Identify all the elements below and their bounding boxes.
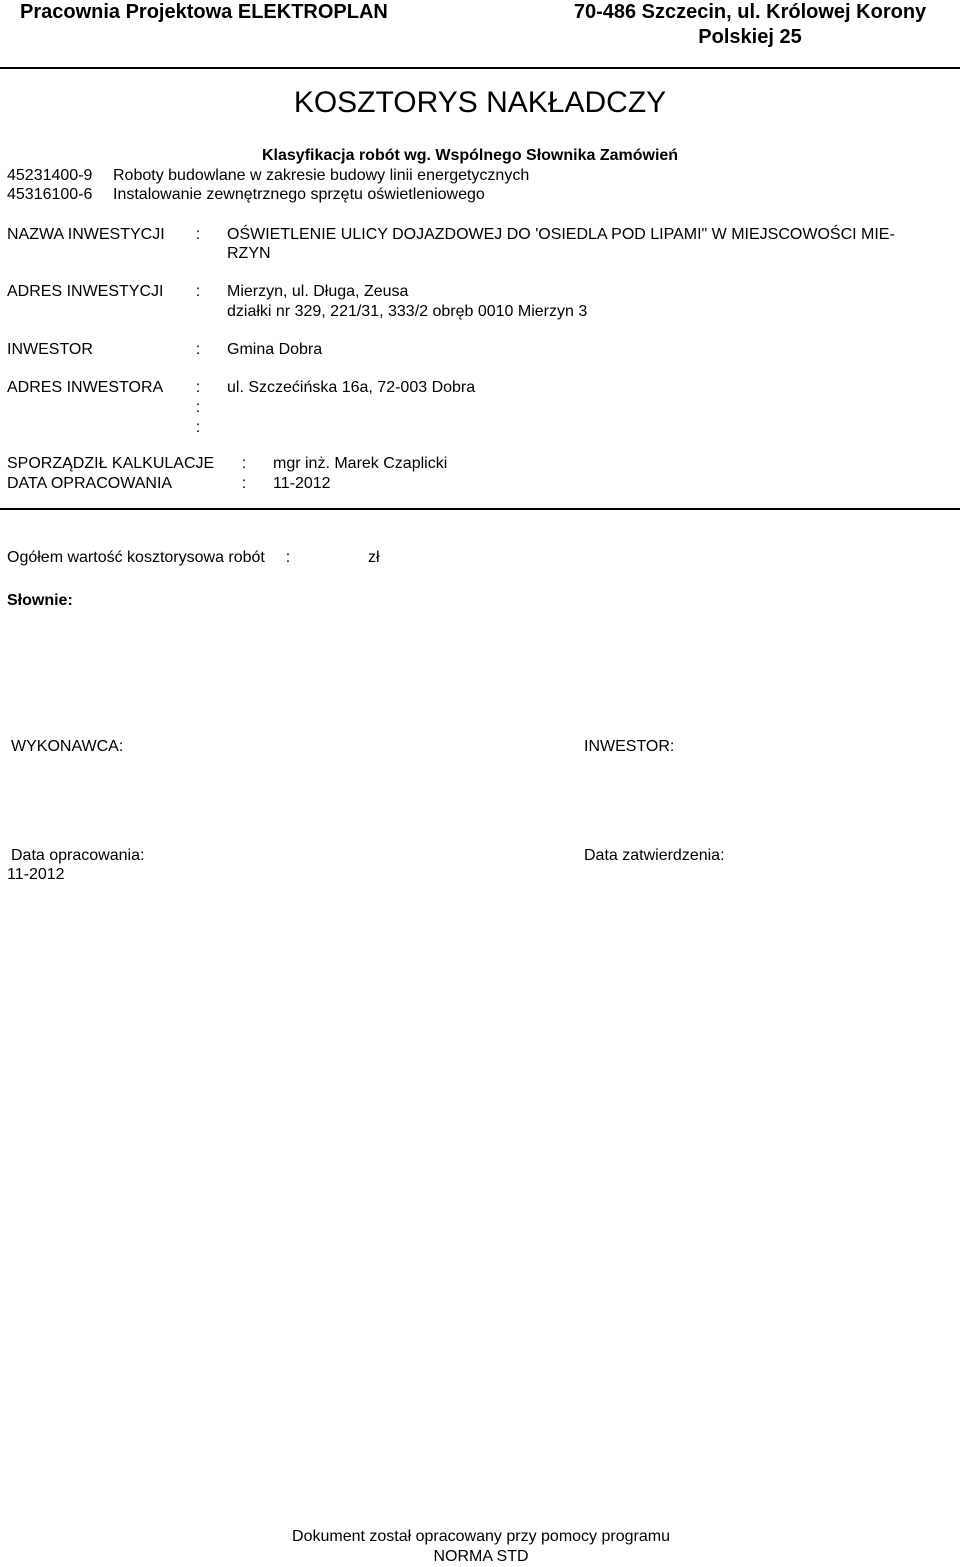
colon-separator: : bbox=[195, 419, 201, 436]
colon-separator: : bbox=[195, 399, 201, 416]
prepared-by-value: mgr inż. Marek Czaplicki bbox=[273, 455, 448, 472]
preparation-date-label: DATA OPRACOWANIA bbox=[7, 475, 173, 492]
investor-label: INWESTOR bbox=[7, 341, 93, 358]
classification-code: 45316100-6 bbox=[7, 186, 93, 203]
company-address bbox=[520, 1, 960, 49]
investment-address-label: ADRES INWESTYCJI bbox=[7, 283, 164, 300]
classification-desc: Instalowanie zewnętrznego sprzętu oświetleniowego bbox=[113, 186, 485, 203]
investment-name-value-cont: RZYN bbox=[227, 245, 271, 262]
page-title: KOSZTORYS NAKŁADCZY bbox=[293, 86, 667, 119]
footer-line1: Dokument został opracowany przy pomocy programu bbox=[292, 1528, 670, 1545]
colon-separator: : bbox=[195, 226, 201, 243]
company-name: Pracownia Projektowa ELEKTROPLAN bbox=[20, 1, 388, 23]
company-address-line1: 70-486 Szczecin, ul. Królowej Korony bbox=[573, 1, 927, 23]
approval-date-label: Data zatwierdzenia: bbox=[584, 847, 725, 864]
colon-separator: : bbox=[241, 475, 247, 492]
colon-separator: : bbox=[195, 341, 201, 358]
preparation-date-value: 11-2012 bbox=[273, 475, 331, 492]
currency-label: zł bbox=[368, 549, 380, 566]
total-value-label: Ogółem wartość kosztorysowa robót bbox=[7, 549, 265, 566]
investment-address-value: Mierzyn, ul. Długa, Zeusa bbox=[227, 283, 409, 300]
classification-heading: Klasyfikacja robót wg. Wspólnego Słownika Zamówień bbox=[262, 147, 679, 164]
footer-line2: NORMA STD bbox=[433, 1548, 529, 1565]
investment-name-value: OŚWIETLENIE ULICY DOJAZDOWEJ DO 'OSIEDLA POD LIPAMI" W MIEJSCOWOŚCI MIE- bbox=[227, 226, 895, 243]
prepared-by-label: SPORZĄDZIŁ KALKULACJE bbox=[7, 455, 215, 472]
classification-code: 45231400-9 bbox=[7, 167, 93, 184]
section-rule bbox=[0, 508, 960, 510]
investor-address-label: ADRES INWESTORA bbox=[7, 379, 164, 396]
investment-address-plots: działki nr 329, 221/31, 333/2 obręb 0010 Mierzyn 3 bbox=[227, 303, 588, 320]
investor-address-value: ul. Szczećińska 16a, 72-003 Dobra bbox=[227, 379, 476, 396]
investor-value: Gmina Dobra bbox=[227, 341, 323, 358]
investor-signature-label: INWESTOR: bbox=[584, 738, 675, 755]
preparation-date-sign-value: 11-2012 bbox=[7, 866, 65, 883]
classification-desc: Roboty budowlane w zakresie budowy linii energetycznych bbox=[113, 167, 530, 184]
footer-note bbox=[0, 1527, 960, 1567]
colon-separator: : bbox=[195, 379, 201, 396]
preparation-date-sign-label: Data opracowania: bbox=[11, 847, 145, 864]
investment-name-label: NAZWA INWESTYCJI bbox=[7, 226, 165, 243]
colon-separator: : bbox=[285, 549, 291, 566]
contractor-signature-label: WYKONAWCA: bbox=[11, 738, 124, 755]
colon-separator: : bbox=[241, 455, 247, 472]
company-address-line2: Polskiej 25 bbox=[698, 26, 802, 48]
colon-separator: : bbox=[195, 283, 201, 300]
header-rule bbox=[0, 67, 960, 69]
in-words-label: Słownie: bbox=[7, 592, 73, 609]
